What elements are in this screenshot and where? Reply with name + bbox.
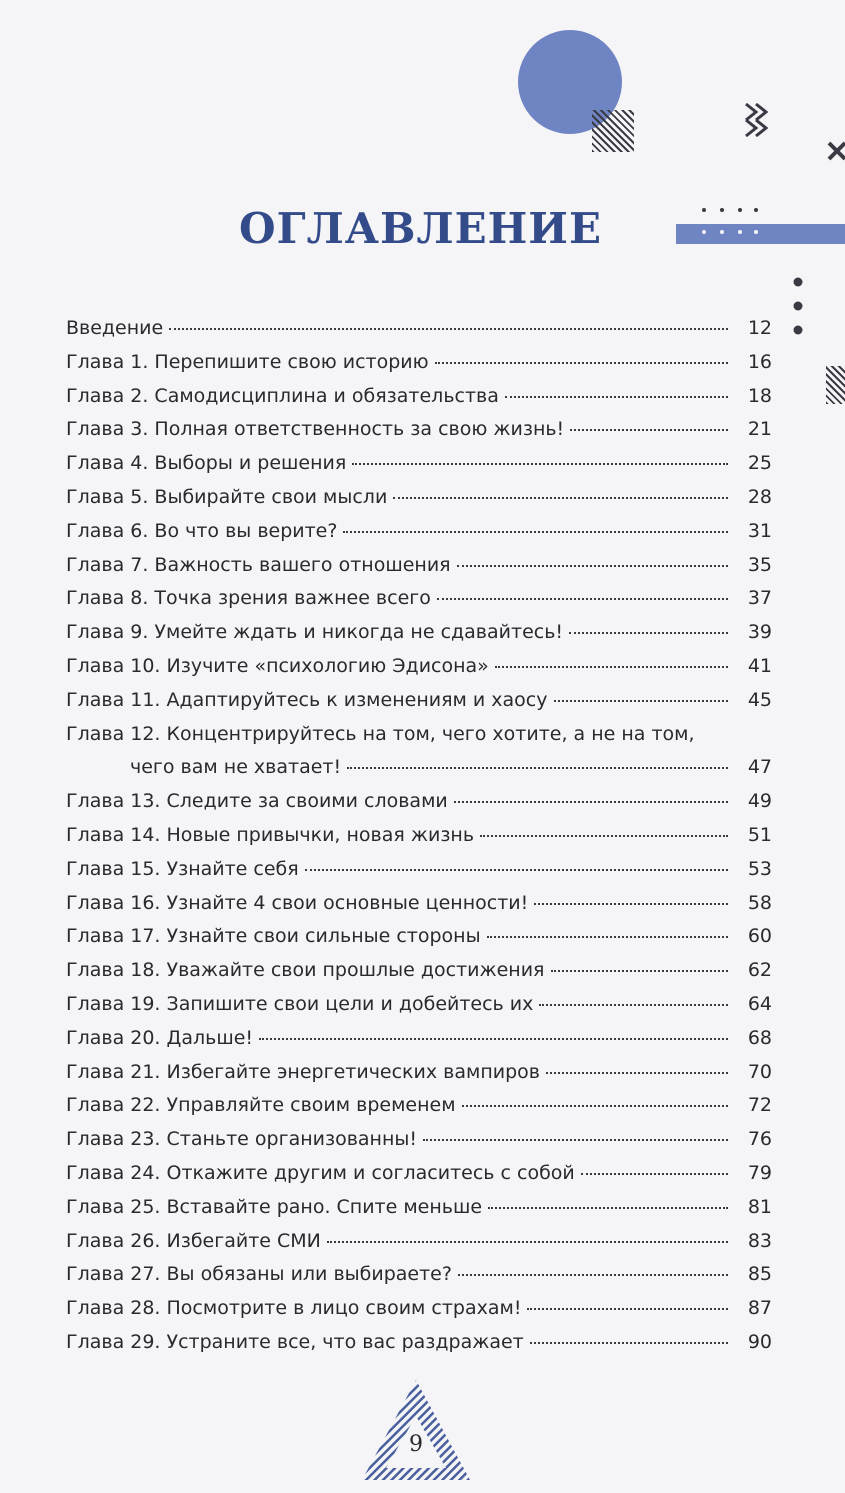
- toc-entry: [66, 684, 772, 718]
- dot-leader: [480, 829, 728, 837]
- dot-leader: [343, 525, 728, 533]
- dot-leader: [347, 761, 728, 769]
- toc-entry-label: Глава 5. Выбирайте свои мысли: [66, 485, 388, 508]
- toc-entry: [66, 549, 772, 583]
- toc-entry-page: 16: [747, 350, 772, 373]
- toc-entry: [66, 413, 772, 447]
- toc-entry-label: Глава 18. Уважайте свои прошлые достижения: [66, 959, 545, 982]
- toc-entry: [66, 1056, 772, 1090]
- toc-entry: [66, 887, 772, 921]
- page-number: 9: [409, 1432, 423, 1457]
- toc-entry: [66, 954, 772, 988]
- dot-leader: [305, 863, 728, 871]
- toc-entry-label: Глава 25. Вставайте рано. Спите меньше: [66, 1195, 483, 1218]
- toc-entry-page: 62: [747, 959, 772, 982]
- dot-leader: [495, 660, 728, 668]
- toc-entry-page: 12: [747, 317, 772, 339]
- toc-entry-page: 85: [747, 1263, 772, 1286]
- page-title: ОГЛАВЛЕНИЕ: [239, 204, 602, 253]
- toc-entry-page: 58: [747, 891, 772, 914]
- toc-entry: [66, 1191, 772, 1225]
- dot-leader: [352, 457, 728, 465]
- toc-entry-page: 87: [747, 1297, 772, 1320]
- toc-entry-label: Глава 23. Станьте организованны!: [66, 1128, 418, 1151]
- triangle-page-badge: [358, 1376, 474, 1484]
- toc-entry-label: Глава 10. Изучите «психологию Эдисона»: [66, 654, 489, 677]
- toc-entry-label: Глава 7. Важность вашего отношения: [66, 553, 451, 576]
- toc-entry: [66, 380, 772, 414]
- toc-entry: [66, 582, 772, 616]
- toc-entry: [66, 481, 772, 515]
- toc-entry-page: 76: [747, 1128, 772, 1151]
- toc-entry-page: 39: [747, 621, 772, 644]
- toc-entry-page: 53: [747, 857, 772, 880]
- dot-leader: [554, 694, 729, 702]
- dot-leader: [435, 356, 728, 364]
- toc-entry-page: 72: [747, 1094, 772, 1117]
- toc-entry-label: Глава 19. Запишите свои цели и добейтесь их: [66, 992, 534, 1015]
- toc-entry-page: 83: [747, 1229, 772, 1252]
- toc-entry-page: 45: [747, 688, 772, 711]
- toc-entry-page: 21: [747, 418, 772, 441]
- page-number-badge: [358, 1376, 474, 1484]
- toc-entry-label: Глава 24. Откажите другим и согласитесь с собой: [66, 1161, 575, 1184]
- dot-leader: [458, 1268, 728, 1276]
- dot-leader: [505, 390, 728, 398]
- toc-entry: [66, 1225, 772, 1259]
- toc-entry-page: 49: [747, 790, 772, 813]
- toc-entry: [66, 1022, 772, 1056]
- dot-leader: [581, 1167, 728, 1175]
- toc-entry: [66, 312, 772, 346]
- toc-entry: [66, 1157, 772, 1191]
- dot-leader: [423, 1133, 728, 1141]
- dot-leader: [569, 626, 728, 634]
- dot-leader: [488, 1201, 728, 1209]
- toc-entry-page: 31: [747, 519, 772, 542]
- toc-entry-page: 60: [747, 925, 772, 948]
- dot-leader: [551, 964, 729, 972]
- toc-entry-continuation: [66, 751, 772, 785]
- toc-entry-label: Глава 13. Следите за своими словами: [66, 790, 448, 813]
- x-icon: [826, 140, 845, 162]
- toc-entry-label: Глава 17. Узнайте свои сильные стороны: [66, 925, 481, 948]
- toc-entry-page: 70: [747, 1060, 772, 1083]
- toc-entry: [66, 346, 772, 380]
- toc-entry: [66, 785, 772, 819]
- toc-entry: [66, 447, 772, 481]
- toc-entry-label: Глава 28. Посмотрите в лицо своим страхам!: [66, 1297, 522, 1320]
- toc-entry-page: 18: [747, 384, 772, 407]
- vertical-dots-decoration: [792, 276, 804, 338]
- toc-entry-label: Глава 16. Узнайте 4 свои основные ценности!: [66, 891, 529, 914]
- toc-entry-label: Глава 11. Адаптируйтесь к изменениям и хаосу: [66, 688, 548, 711]
- toc-entry-label: Глава 26. Избегайте СМИ: [66, 1229, 321, 1252]
- table-of-contents: [66, 312, 772, 1360]
- toc-entry: [66, 1258, 772, 1292]
- toc-entry-page: 35: [747, 553, 772, 576]
- toc-entry-page: 37: [747, 587, 772, 610]
- toc-entry-page: 28: [747, 485, 772, 508]
- toc-entry: [66, 853, 772, 887]
- dot-leader: [393, 491, 728, 499]
- toc-entry-page: 25: [747, 452, 772, 475]
- toc-entry-label: Глава 21. Избегайте энергетических вампиров: [66, 1060, 540, 1083]
- toc-entry-label: Введение: [66, 317, 164, 339]
- toc-entry-label: Глава 12. Концентрируйтесь на том, чего хотите, а не на том,: [66, 722, 695, 745]
- toc-entry-page: 81: [747, 1195, 772, 1218]
- hatch-square-decoration: [592, 110, 634, 152]
- toc-entry-page: 47: [747, 756, 772, 779]
- toc-entry-label: Глава 15. Узнайте себя: [66, 857, 299, 880]
- toc-entry-page: 90: [747, 1330, 772, 1353]
- dot-leader: [534, 897, 728, 905]
- toc-entry-label: Глава 6. Во что вы верите?: [66, 519, 338, 542]
- toc-entry: [66, 650, 772, 684]
- dot-leader: [539, 998, 728, 1006]
- dot-leader: [527, 1302, 728, 1310]
- toc-entry: [66, 515, 772, 549]
- dot-leader: [169, 322, 728, 330]
- dot-leader: [457, 559, 728, 567]
- toc-entry-label: Глава 9. Умейте ждать и никогда не сдавайтесь!: [66, 621, 564, 644]
- dot-leader: [530, 1336, 728, 1344]
- toc-entry: [66, 920, 772, 954]
- dot-leader: [327, 1235, 728, 1243]
- toc-entry-label: Глава 22. Управляйте своим временем: [66, 1094, 456, 1117]
- toc-entry-label: Глава 8. Точка зрения важнее всего: [66, 587, 431, 610]
- toc-entry: [66, 819, 772, 853]
- chevrons-icon: [742, 100, 778, 142]
- toc-entry-page: 68: [747, 1026, 772, 1049]
- toc-entry: [66, 718, 772, 752]
- toc-entry-label: Глава 14. Новые привычки, новая жизнь: [66, 823, 475, 846]
- toc-entry-page: 41: [747, 654, 772, 677]
- dot-leader: [570, 423, 728, 431]
- dot-leader: [487, 930, 728, 938]
- dot-leader: [454, 795, 728, 803]
- toc-entry-label-continuation: чего вам не хватает!: [130, 756, 342, 779]
- dot-leader: [462, 1099, 728, 1107]
- toc-entry-label: Глава 4. Выборы и решения: [66, 452, 347, 475]
- toc-entry-label: Глава 1. Перепишите свою историю: [66, 350, 429, 373]
- toc-entry-page: 79: [747, 1161, 772, 1184]
- toc-entry: [66, 1292, 772, 1326]
- toc-entry-label: Глава 2. Самодисциплина и обязательства: [66, 384, 499, 407]
- toc-entry: [66, 616, 772, 650]
- toc-entry: [66, 1089, 772, 1123]
- toc-entry-label: Глава 3. Полная ответственность за свою жизнь!: [66, 418, 565, 441]
- hatch-bar-decoration: [826, 366, 845, 404]
- toc-entry-label: Глава 20. Дальше!: [66, 1026, 254, 1049]
- toc-entry: [66, 1326, 772, 1360]
- toc-entry-page: 64: [747, 992, 772, 1015]
- toc-entry-label: Глава 27. Вы обязаны или выбираете?: [66, 1263, 452, 1286]
- toc-entry: [66, 1123, 772, 1157]
- toc-entry-label: Глава 29. Устраните все, что вас раздражает: [66, 1330, 524, 1353]
- toc-entry-page: 51: [747, 823, 772, 846]
- dot-leader: [437, 592, 728, 600]
- dot-leader: [546, 1066, 728, 1074]
- dot-leader: [259, 1032, 728, 1040]
- toc-entry: [66, 988, 772, 1022]
